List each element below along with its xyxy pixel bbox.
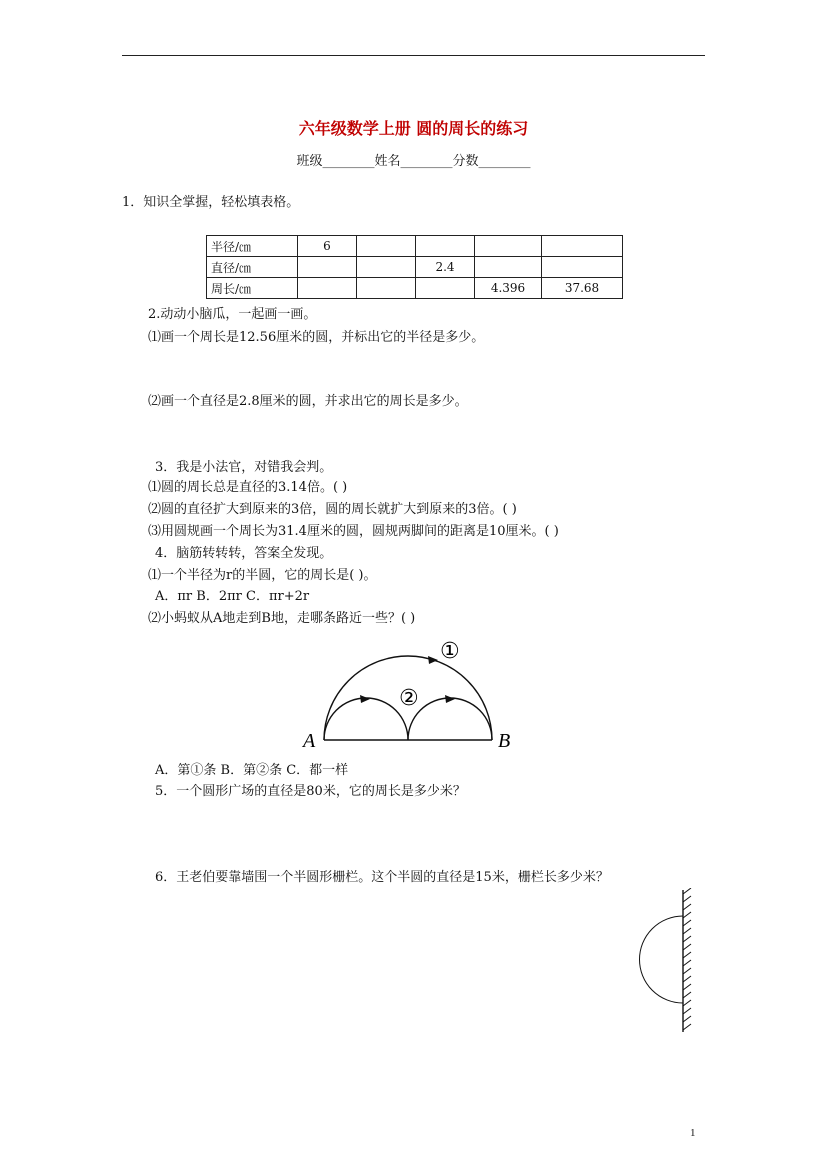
path2-right-arc [408,698,492,740]
q4-options2: A．第①条 B．第②条 C．都一样 [155,763,349,778]
point-a-label: A [303,730,316,752]
path1-arrow [428,656,438,664]
table-row [207,236,623,257]
path2-label: ② [399,686,419,711]
table-cell: 周长/㎝ [207,278,298,299]
semicircle-fence [640,916,684,1003]
q1-stem: 1．知识全掌握，轻松填表格。 [122,195,300,210]
q4-stem: 4．脑筋转转转，答案全发现。 [155,546,333,561]
table-cell [357,278,416,299]
q2-part1: ⑴画一个周长是12.56厘米的圆，并标出它的半径是多少。 [148,330,485,345]
page-title: 六年级数学上册 圆的周长的练习 [298,119,529,138]
q5-stem: 5．一个圆形广场的直径是80米，它的周长是多少米？ [155,784,466,799]
table-cell [357,236,416,257]
table-cell [542,236,623,257]
table-cell: 4.396 [475,278,542,299]
table-cell: 直径/㎝ [207,257,298,278]
student-info-line: 班级________姓名________分数________ [296,154,531,169]
table-cell: 2.4 [416,257,475,278]
q2-stem: 2.动动小脑瓜，一起画一画。 [148,307,317,322]
table-cell [298,278,357,299]
semicircle-paths-figure [300,630,530,755]
point-b-label: B [498,730,511,752]
path1-label: ① [440,639,460,664]
table-cell: 37.68 [542,278,623,299]
page-number: 1 [690,1127,696,1139]
q2-part2: ⑵画一个直径是2.8厘米的圆，并求出它的周长是多少。 [148,394,468,409]
table-row [207,257,623,278]
table-cell: 半径/㎝ [207,236,298,257]
wall-hatching [683,888,691,1030]
q3-part2: ⑵圆的直径扩大到原来的3倍，圆的周长就扩大到原来的3倍。( ) [148,502,517,517]
table-cell [298,257,357,278]
q1-table [206,235,623,299]
table-cell [542,257,623,278]
path2-arrow-right [445,695,455,703]
header-rule [122,55,705,56]
q4-options1: A．πr B．2πr C．πr+2r [155,589,310,604]
path2-arrow-left [360,695,370,703]
table-cell [357,257,416,278]
table-cell [416,278,475,299]
q3-part1: ⑴圆的周长总是直径的3.14倍。( ) [148,480,348,495]
wall-semicircle-figure [620,888,700,1036]
path2-left-arc [324,698,408,740]
table-cell [475,236,542,257]
table-cell [475,257,542,278]
table-cell: 6 [298,236,357,257]
q3-stem: 3．我是小法官，对错我会判。 [155,460,333,475]
q4-part1: ⑴一个半径为r的半圆，它的周长是( )。 [148,568,377,583]
q4-part2: ⑵小蚂蚁从A地走到B地，走哪条路近一些？( ) [148,611,416,626]
q6-stem: 6．王老伯要靠墙围一个半圆形栅栏。这个半圆的直径是15米，栅栏长多少米？ [155,870,609,885]
table-cell [416,236,475,257]
table-row [207,278,623,299]
q3-part3: ⑶用圆规画一个周长为31.4厘米的圆，圆规两脚间的距离是10厘米。( ) [148,524,559,539]
